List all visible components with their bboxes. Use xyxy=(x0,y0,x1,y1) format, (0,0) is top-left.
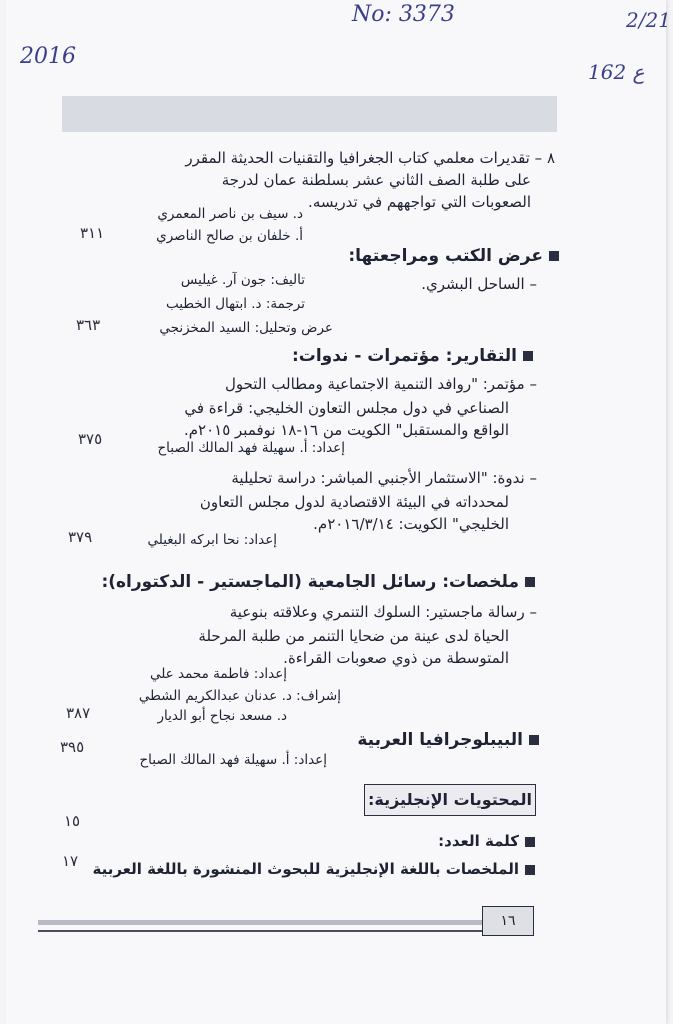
bibliography-heading-text: البيبلوجرافيا العربية xyxy=(357,730,523,750)
square-bullet-icon xyxy=(525,837,535,847)
conf-by: إعداد: أ. سهيلة فهد المالك الصباح xyxy=(157,440,345,456)
fraction-annotation: 2/21 xyxy=(626,8,671,32)
bibliography-heading xyxy=(357,730,539,750)
theses-heading-text: ملخصات: رسائل الجامعية (الماجستير - الدكتوراه): xyxy=(101,572,519,592)
editorial-item xyxy=(438,832,535,850)
conf-page: ٣٧٥ xyxy=(78,430,103,448)
entry8-page: ٣١١ xyxy=(80,224,105,242)
theses-heading xyxy=(101,572,535,592)
bibliography-by: إعداد: أ. سهيلة فهد المالك الصباح xyxy=(139,752,327,768)
sem-page: ٣٧٩ xyxy=(68,528,93,546)
entry8-author1: د. سيف بن ناصر المعمري xyxy=(157,206,303,222)
square-bullet-icon xyxy=(549,251,559,261)
page-number: ١٦ xyxy=(482,906,534,936)
reports-heading-text: التقارير: مؤتمرات - ندوات: xyxy=(291,346,517,366)
entry8-text1: تقديرات معلمي كتاب الجغرافيا والتقنيات الحديثة المقرر xyxy=(185,149,530,167)
reviews-reviewer: عرض وتحليل: السيد المخزنجي xyxy=(159,320,333,336)
thesis-by: إعداد: فاطمة محمد علي xyxy=(149,666,287,682)
reviews-heading-text: عرض الكتب ومراجعتها: xyxy=(348,246,543,266)
code-annotation: ع 162 xyxy=(588,60,645,84)
sem-line2: لمحدداته في البيئة الاقتصادية لدول مجلس التعاون xyxy=(199,493,509,511)
editorial-page: ١٥ xyxy=(64,812,81,830)
english-contents-heading: المحتويات الإنجليزية: xyxy=(364,784,536,816)
reviews-heading xyxy=(348,246,559,266)
year-annotation: 2016 xyxy=(20,44,76,69)
square-bullet-icon xyxy=(529,735,539,745)
entry8-author2: أ. خلفان بن صالح الناصري xyxy=(156,228,303,244)
reviews-translator: ترجمة: د. ابتهال الخطيب xyxy=(165,296,305,312)
reviews-author: تاليف: جون آر. غيليس xyxy=(180,272,305,288)
thesis-line3: المتوسطة من ذوي صعوبات القراءة. xyxy=(283,649,509,667)
reviews-page: ٣٦٣ xyxy=(76,316,101,334)
sem-line3: الخليجي" الكويت: ٢٠١٦/٣/١٤م. xyxy=(313,515,509,533)
abstracts-page: ١٧ xyxy=(62,852,79,870)
conf-line2: الصناعي في دول مجلس التعاون الخليجي: قراءة في xyxy=(184,399,509,417)
header-bar xyxy=(62,96,557,132)
sem-by: إعداد: نحا ابركه البغيلي xyxy=(147,532,277,548)
thesis-text1: رسالة ماجستير: السلوك التنمري وعلاقته بنوعية xyxy=(229,603,525,621)
reviews-item: – الساحل البشري. xyxy=(421,275,537,293)
thesis-page: ٣٨٧ xyxy=(66,704,91,722)
conf-line1: – مؤتمر: "روافد التنمية الاجتماعية ومطالب التحول xyxy=(224,375,537,393)
bibliography-page: ٣٩٥ xyxy=(60,738,85,756)
sem-text1: ندوة: "الاستثمار الأجنبي المباشر: دراسة تحليلية xyxy=(231,469,525,487)
footer-rule-thin xyxy=(38,930,483,932)
entry8-line2: على طلبة الصف الثاني عشر بسلطنة عمان لدرجة xyxy=(221,171,531,189)
abstracts-text: الملخصات باللغة الإنجليزية للبحوث المنشورة باللغة العربية xyxy=(92,860,519,878)
thesis-supervisor2: د. مسعد نجاح أبو الديار xyxy=(157,708,287,724)
abstracts-item xyxy=(92,860,535,878)
ref-number-annotation: No: 3373 xyxy=(352,2,455,27)
thesis-line2: الحياة لدى عينة من ضحايا التنمر من طلبة المرحلة xyxy=(198,627,509,645)
footer-rule xyxy=(38,920,483,925)
entry8-marker: ٨ – xyxy=(534,149,555,167)
square-bullet-icon xyxy=(525,865,535,875)
square-bullet-icon xyxy=(525,577,535,587)
square-bullet-icon xyxy=(523,351,533,361)
editorial-text: كلمة العدد: xyxy=(438,832,519,850)
conf-text1: مؤتمر: "روافد التنمية الاجتماعية ومطالب التحول xyxy=(224,375,525,393)
thesis-supervisor1: إشراف: د. عدنان عبدالكريم الشطي xyxy=(138,688,341,704)
sem-line1: – ندوة: "الاستثمار الأجنبي المباشر: دراسة تحليلية xyxy=(231,469,537,487)
conf-line3: الواقع والمستقبل" الكويت من ١٦-١٨ نوفمبر ٢٠١٥م. xyxy=(183,421,509,439)
reports-heading xyxy=(292,346,533,366)
thesis-line1: – رسالة ماجستير: السلوك التنمري وعلاقته بنوعية xyxy=(229,603,537,621)
entry8-line3: الصعوبات التي تواجههم في تدريسه. xyxy=(308,193,531,211)
